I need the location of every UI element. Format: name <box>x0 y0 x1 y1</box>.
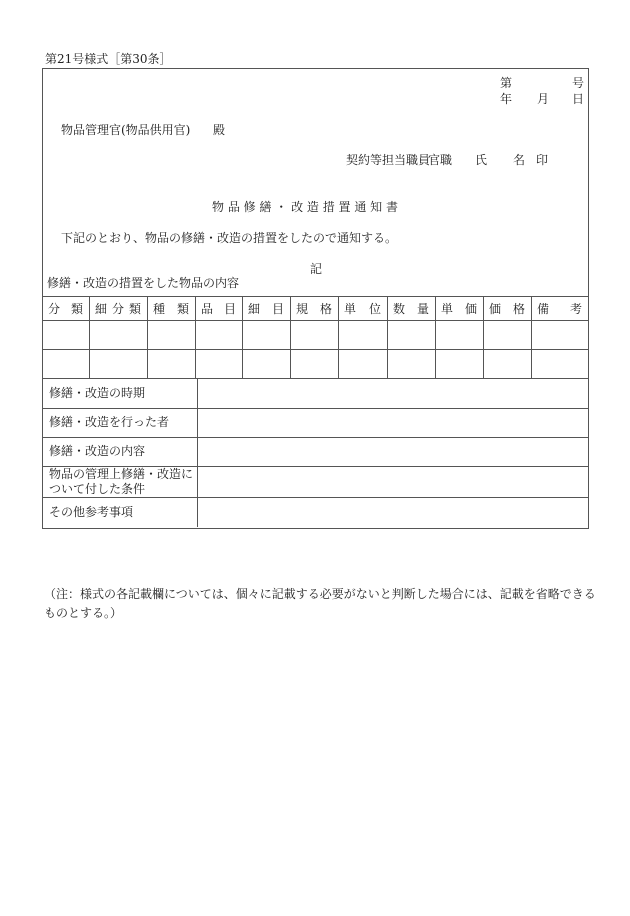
addressee: 物品管理官(物品供用官) <box>61 123 191 137</box>
column-header-char: 類 <box>70 301 83 316</box>
column-header <box>195 299 242 317</box>
intro-text: 下記のとおり、物品の修繕・改造の措置をしたので通知する。 <box>61 231 398 245</box>
column-header-char: 単 <box>441 301 454 316</box>
detail-row-label: 修繕・改造の時期 <box>49 385 146 400</box>
sender-name-1: 氏 <box>475 153 488 167</box>
column-header-char: 分 <box>111 301 124 316</box>
detail-row-value[interactable] <box>199 467 587 496</box>
table-cell[interactable] <box>43 350 88 378</box>
table-cell[interactable] <box>532 321 587 349</box>
sender-title: 契約等担当職員 <box>346 153 431 167</box>
table-cell[interactable] <box>291 321 337 349</box>
column-header-char: 格 <box>512 301 525 316</box>
detail-row-label: 修繕・改造の内容 <box>49 444 146 458</box>
table-cell[interactable] <box>148 321 194 349</box>
column-header-char: 価 <box>489 301 502 316</box>
detail-row-value[interactable] <box>199 379 587 407</box>
column-header-char: 目 <box>223 301 236 316</box>
column-header <box>242 299 290 317</box>
note-line-1: （注：様式の各記載欄については、個々に記載する必要がないと判断した場合には、記載を省略できる <box>44 587 596 601</box>
detail-row-value[interactable] <box>199 498 587 526</box>
column-header <box>42 299 89 317</box>
column-header-char: 位 <box>368 301 381 316</box>
column-header <box>435 299 483 317</box>
ki-label: 記 <box>310 262 323 276</box>
column-header-char: 規 <box>296 301 309 316</box>
number-prefix: 第 <box>500 76 513 90</box>
table-cell[interactable] <box>196 321 241 349</box>
column-header-char: 品 <box>201 301 214 316</box>
table-cell[interactable] <box>243 321 289 349</box>
column-header-char: 数 <box>393 301 406 316</box>
column-header <box>483 299 531 317</box>
column-header <box>290 299 338 317</box>
column-header <box>338 299 387 317</box>
table-cell[interactable] <box>90 321 146 349</box>
table-cell[interactable] <box>388 321 434 349</box>
detail-row-label: その他参考事項 <box>49 504 134 519</box>
table-cell[interactable] <box>532 350 587 378</box>
table-cell[interactable] <box>388 350 434 378</box>
table-cell[interactable] <box>484 321 530 349</box>
number-suffix: 号 <box>572 76 585 90</box>
label-column-rule <box>197 378 198 527</box>
document-title: 物 品 修 繕 ・ 改 造 措 置 通 知 書 <box>212 200 398 214</box>
column-header <box>387 299 435 317</box>
column-header-char: 備 <box>537 301 550 316</box>
column-header-char: 格 <box>319 301 332 316</box>
note-line-2: ものとする。） <box>44 606 123 620</box>
table-cell[interactable] <box>436 321 482 349</box>
date-day: 日 <box>572 92 585 106</box>
column-header-char: 類 <box>128 301 141 316</box>
addressee-honorific: 殿 <box>213 123 226 137</box>
column-header-char: 考 <box>569 301 582 316</box>
table-cell[interactable] <box>436 350 482 378</box>
column-header-char: 目 <box>271 301 284 316</box>
column-header-char: 細 <box>95 301 108 316</box>
table-cell[interactable] <box>90 350 146 378</box>
table-cell[interactable] <box>196 350 241 378</box>
table-rule <box>42 296 588 297</box>
detail-row-value[interactable] <box>199 438 587 465</box>
column-header-char: 種 <box>153 301 166 316</box>
table-cell[interactable] <box>339 350 386 378</box>
section-label: 修繕・改造の措置をした物品の内容 <box>47 276 240 290</box>
seal-mark: 印 <box>536 153 549 167</box>
column-header-char: 単 <box>344 301 357 316</box>
column-header-char: 分 <box>48 301 61 316</box>
sender-name-2: 名 <box>513 153 526 167</box>
column-header <box>89 299 147 317</box>
column-header <box>147 299 195 317</box>
table-cell[interactable] <box>243 350 289 378</box>
table-cell[interactable] <box>291 350 337 378</box>
date-month: 月 <box>537 92 550 106</box>
table-cell[interactable] <box>339 321 386 349</box>
date-year: 年 <box>500 92 513 106</box>
table-cell[interactable] <box>484 350 530 378</box>
column-header-char: 価 <box>464 301 477 316</box>
detail-row-value[interactable] <box>199 409 587 436</box>
form-number: 第21号様式［第30条］ <box>45 52 172 66</box>
table-cell[interactable] <box>148 350 194 378</box>
column-header-char: 量 <box>416 301 429 316</box>
detail-row-label: 修繕・改造を行った者 <box>49 415 170 429</box>
table-cell[interactable] <box>43 321 88 349</box>
detail-row-label: 物品の管理上修繕・改造に ついて付した条件 <box>49 466 194 496</box>
column-header-char: 細 <box>248 301 261 316</box>
sender-position: 官職 <box>428 153 453 167</box>
column-header-char: 類 <box>176 301 189 316</box>
column-header <box>531 299 588 317</box>
